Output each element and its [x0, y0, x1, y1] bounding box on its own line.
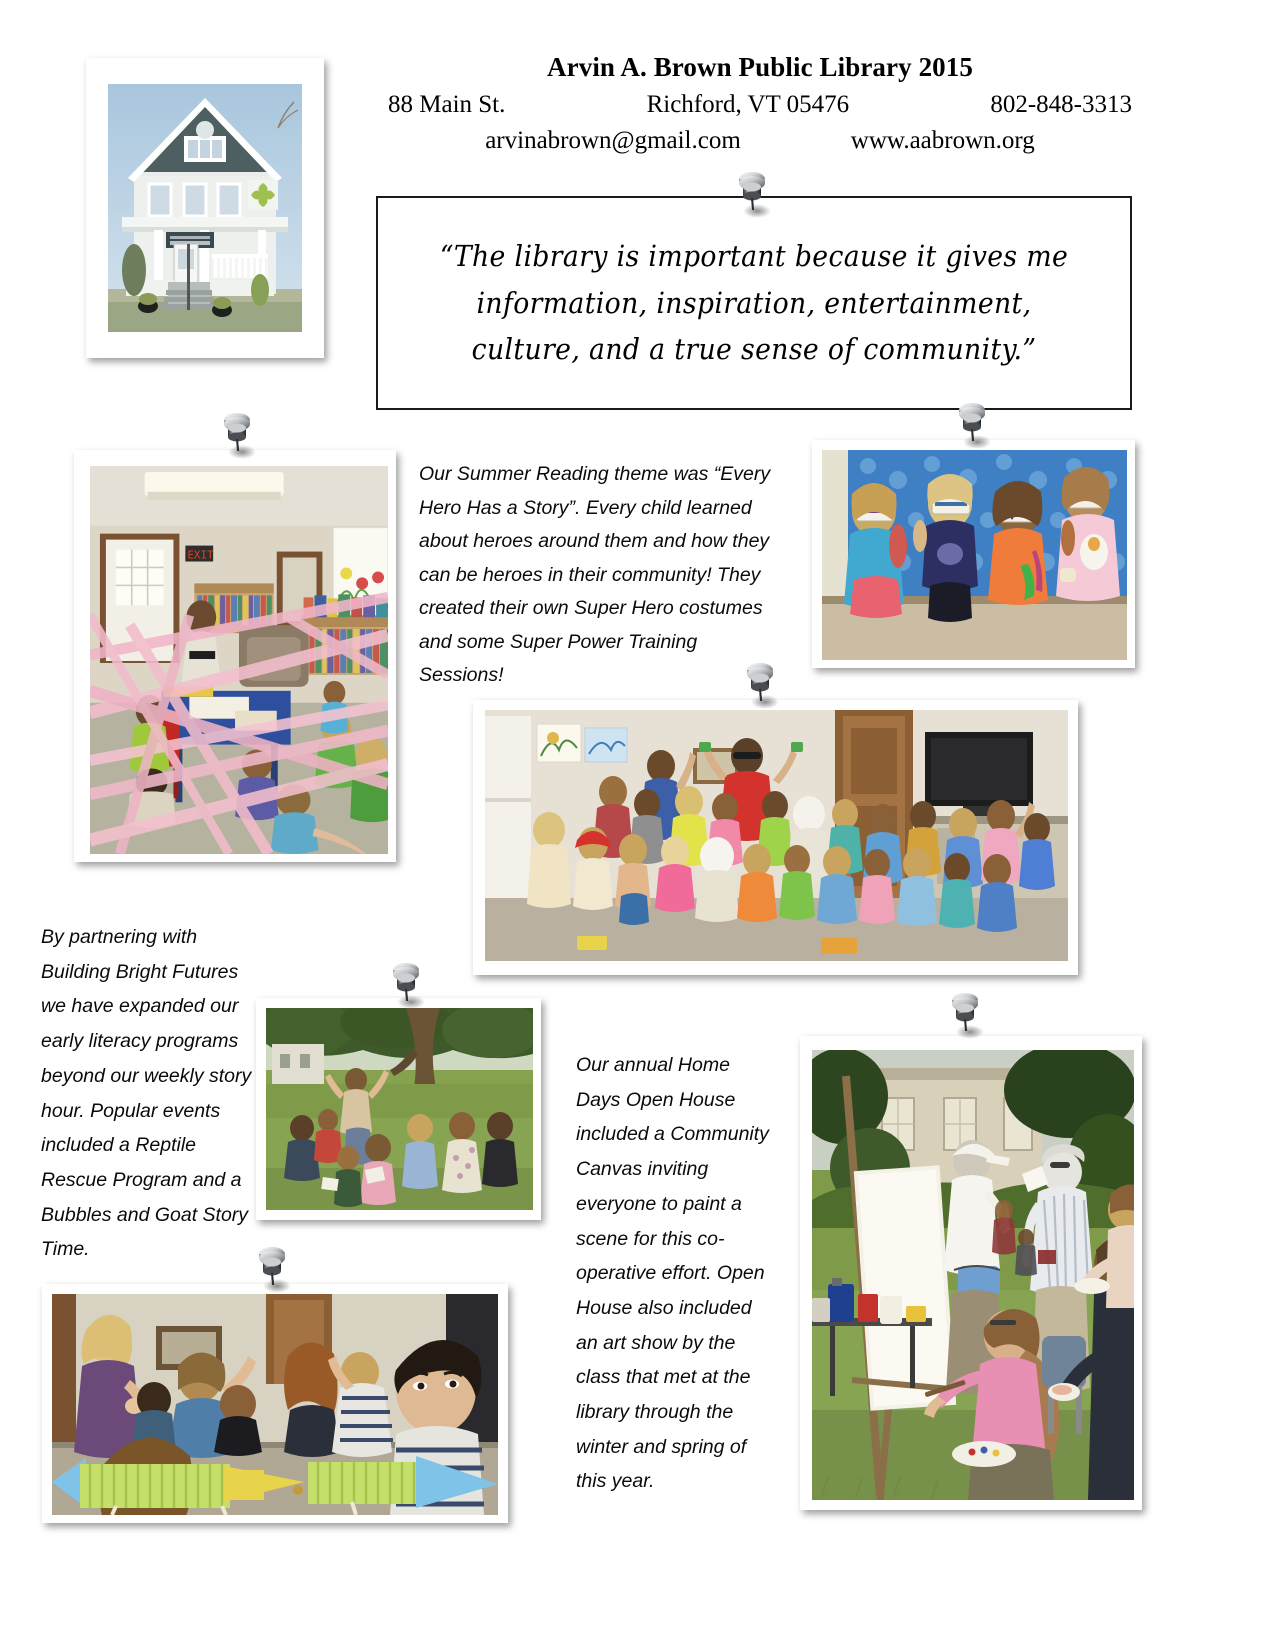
pushpin-icon	[251, 1242, 295, 1294]
photo-community-canvas	[800, 1036, 1142, 1510]
photo-outdoor-story	[256, 998, 541, 1220]
quote-text: “The library is important because it gives me information, inspiration, entertainment, culture, and a true sense of community.”	[439, 238, 1069, 367]
page-header	[340, 52, 1180, 158]
article-home-days: Our annual Home Days Open House included a Community Canvas inviting everyone to paint a scene for this co-operative effort. Open House also included an art show by the class that met at the library through the winter and spring of this year.	[576, 1054, 769, 1493]
photo-paper-crafts	[42, 1284, 508, 1523]
photo-community-canvas-image	[812, 1050, 1134, 1500]
pushpin-icon	[216, 408, 260, 460]
page-title: Arvin A. Brown Public Library 2015	[547, 52, 973, 82]
phone-number: 802-848-3313	[990, 91, 1132, 119]
svg-text:EXIT: EXIT	[187, 548, 214, 562]
pushpin-icon	[951, 398, 995, 450]
email-address[interactable]: arvinabrown@gmail.com	[485, 127, 741, 155]
photo-library-building	[86, 58, 324, 358]
photo-streamers	[74, 450, 396, 862]
photo-masked-kids	[812, 440, 1135, 668]
photo-masked-kids-image	[822, 450, 1127, 660]
contact-line-1	[340, 88, 1180, 122]
photo-outdoor-story-image	[266, 1008, 533, 1210]
photo-group-heroes	[473, 700, 1078, 975]
pushpin-icon	[944, 988, 988, 1040]
quote-box	[376, 196, 1132, 410]
photo-group-heroes-image	[485, 710, 1068, 961]
article-summer-reading: Our Summer Reading theme was “Every Hero Has a Story”. Every child learned about heroes around them and how they can be heroes in their community! They created their own Super Hero costumes and some Super Power Training Sessions!	[419, 463, 771, 687]
city-state-zip: Richford, VT 05476	[646, 91, 850, 119]
pushpin-icon	[731, 167, 775, 219]
pushpin-icon	[385, 958, 429, 1010]
street-address: 88 Main St.	[388, 91, 506, 119]
photo-paper-crafts-image	[52, 1294, 498, 1515]
pushpin-icon	[739, 658, 783, 710]
article-early-literacy: By partnering with Building Bright Futures we have expanded our early literacy programs beyond our weekly story hour. Popular events included a Reptile Rescue Program and a Bubbles and Goat Story Time.	[41, 926, 252, 1261]
photo-streamers-image	[90, 466, 388, 854]
website-url[interactable]: www.aabrown.org	[850, 127, 1035, 155]
contact-line-2	[340, 124, 1180, 158]
photo-library-building-image	[108, 84, 302, 332]
